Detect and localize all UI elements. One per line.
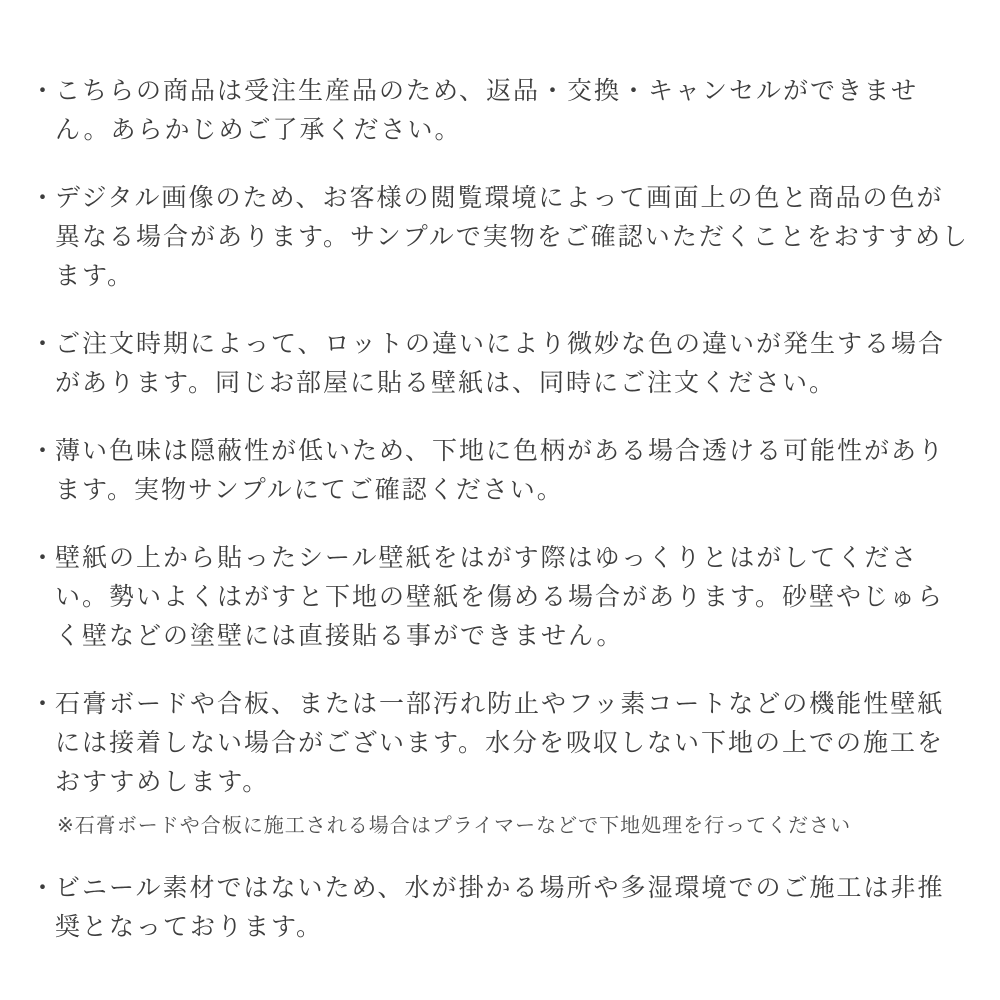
notice-text: 壁紙の上から貼ったシール壁紙をはがす際はゆっくりとはがしてください。勢いよくはがすと下地の壁紙を傷める場合があります。砂壁やじゅらく壁などの塗壁には直接貼る事ができません。 [55,544,945,650]
notice-body [55,179,970,296]
notice-text: デジタル画像のため、お客様の閲覧環境によって画面上の色と商品の色が異なる場合があります。サンプルで実物をご確認いただくことをおすすめします。 [55,184,970,290]
notice-item [30,869,970,947]
notice-text: 石膏ボードや合板、または一部汚れ防止やフッ素コートなどの機能性壁紙には接着しない場合がございます。水分を吸収しない下地の上での施工をおすすめします。 [55,690,945,796]
notice-item [30,179,970,296]
notice-item [30,539,970,656]
notice-body [55,539,970,656]
notice-text: ご注文時期によって、ロットの違いにより微妙な色の違いが発生する場合があります。同じお部屋に貼る壁紙は、同時にご注文ください。 [55,330,946,397]
bullet-marker: ・ [30,437,58,465]
notice-body [55,869,970,947]
notice-body [55,685,970,840]
notice-item [30,72,970,150]
bullet-marker: ・ [30,330,58,358]
notice-text: こちらの商品は受注生産品のため、返品・交換・キャンセルができません。あらかじめご了承ください。 [55,77,919,144]
notice-body [55,432,970,510]
notice-body [55,325,970,403]
notice-item [30,432,970,510]
notice-footnote: ※石膏ボードや合板に施工される場合はプライマーなどで下地処理を行ってください [57,815,852,837]
notice-item [30,325,970,403]
notice-text: 薄い色味は隠蔽性が低いため、下地に色柄がある場合透ける可能性があります。実物サンプルにてご確認ください。 [55,437,946,504]
bullet-marker: ・ [30,544,58,572]
notice-body [55,72,970,150]
notice-text: ビニール素材ではないため、水が掛かる場所や多湿環境でのご施工は非推奨となっております。 [55,874,945,941]
notice-item [30,685,970,840]
bullet-marker: ・ [30,184,58,212]
bullet-marker: ・ [30,874,58,902]
bullet-marker: ・ [30,77,58,105]
bullet-marker: ・ [30,690,58,718]
